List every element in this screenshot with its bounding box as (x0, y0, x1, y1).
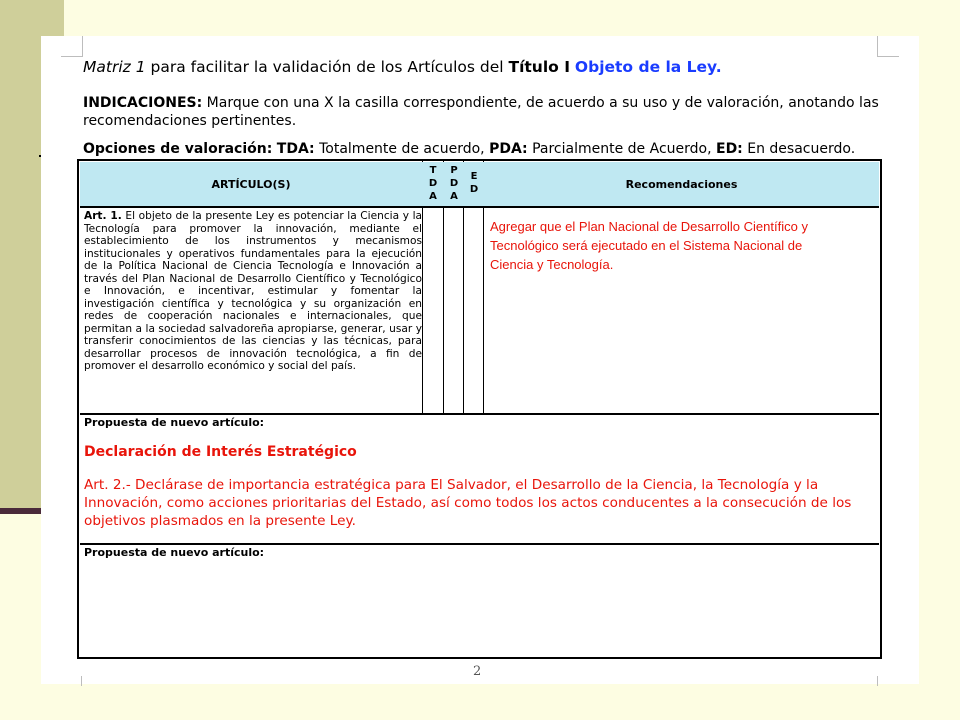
header-pda (444, 162, 464, 206)
header-articulos: ARTÍCULO(S) (211, 177, 291, 191)
article-1-label: Art. 1. (84, 210, 122, 222)
opciones-ed-label: ED: (716, 141, 743, 157)
opciones-valoracion (83, 141, 855, 157)
indicaciones-text: Marque con una X la casilla correspondiente, de acuerdo a su uso y de valoración, anotando las recomendaciones pertinentes. (83, 95, 879, 129)
header-ed-letter: D (469, 184, 479, 195)
crop-mark-top-left-horizontal (61, 56, 81, 57)
opciones-pda-label: PDA: (489, 141, 528, 157)
crop-mark-bottom-right (877, 676, 878, 686)
table-row-art1 (80, 209, 879, 415)
header-tda-letter: D (428, 178, 438, 189)
indicaciones (83, 94, 913, 130)
declaration-body: Art. 2.- Declárase de importancia estratégica para El Salvador, el Desarrollo de la Ciencia, la Tecnología y la Innovación, como acciones prioritarias del Estado, así como todos los actos conducentes a la consecución de los objetivos plasmados en la presente Ley. (84, 477, 852, 529)
crop-mark-bottom-left (81, 676, 82, 686)
header-tda-letter: A (429, 191, 437, 202)
crop-mark-top-right (877, 36, 878, 56)
header-pda-letter: D (449, 178, 459, 189)
indicaciones-label: INDICACIONES: (83, 95, 203, 111)
new-article-label: Propuesta de nuevo artículo: (84, 416, 265, 429)
article-1-text (84, 210, 422, 373)
table-row-new-article-empty (80, 545, 879, 657)
opciones-tda-label: TDA: (276, 141, 315, 157)
header-tda (423, 162, 443, 206)
title-matriz: Matriz 1 (83, 58, 146, 76)
opciones-tda-text: Totalmente de acuerdo, (314, 141, 490, 157)
new-article-label: Propuesta de nuevo artículo: (84, 546, 265, 559)
header-pda-letter: P (450, 165, 458, 176)
validation-table (77, 159, 882, 659)
header-ed (464, 162, 484, 206)
table-header (80, 162, 879, 208)
header-tda-letter: T (429, 165, 437, 176)
header-recomendaciones: Recomendaciones (625, 177, 738, 191)
header-ed-letter: E (470, 171, 478, 182)
opciones-label: Opciones de valoración: (83, 141, 273, 157)
article-1-body: El objeto de la presente Ley es potenciar la Ciencia y la Tecnología para promover la innovación, mediante el establecimiento de los instrumentos y mecanismos institucionales y operativos fundamentales para la ejecución de la Política Nacional de Ciencia Tecnología e Innovación a través del Plan Nacional de Desarrollo Científico y Tecnológico e Innovación, e incentivar, estimular y fomentar la investigación científica y tecnológica y su organización en redes de cooperación nacionales e internacionales, que permitan a la sociedad salvadoreña apropiarse, generar, usar y transferir conocimientos de las ciencias y las técnicas, para desarrollar procesos de innovación tecnológica, a fin de promover el desarrollo económico y social del país. (84, 210, 422, 372)
title-titulo: Título I (508, 58, 570, 76)
page-number: 2 (473, 664, 482, 679)
opciones-pda-text: Parcialmente de Acuerdo, (527, 141, 716, 157)
document-title (83, 58, 722, 76)
document-page (41, 36, 919, 684)
header-pda-letter: A (450, 191, 458, 202)
crop-mark-top-right-horizontal (877, 56, 899, 57)
title-middle: para facilitar la validación de los Artículos del (145, 58, 509, 76)
recommendation-text: Agregar que el Plan Nacional de Desarrollo Científico y Tecnológico será ejecutado en el Sistema Nacional de Ciencia y Tecnología. (490, 219, 808, 272)
crop-mark-top-left (81, 36, 83, 57)
title-objeto: Objeto de la Ley. (574, 58, 722, 76)
opciones-ed-text: En desacuerdo. (742, 141, 856, 157)
table-row-new-article-2 (80, 415, 879, 545)
declaration-title: Declaración de Interés Estratégico (84, 444, 357, 460)
